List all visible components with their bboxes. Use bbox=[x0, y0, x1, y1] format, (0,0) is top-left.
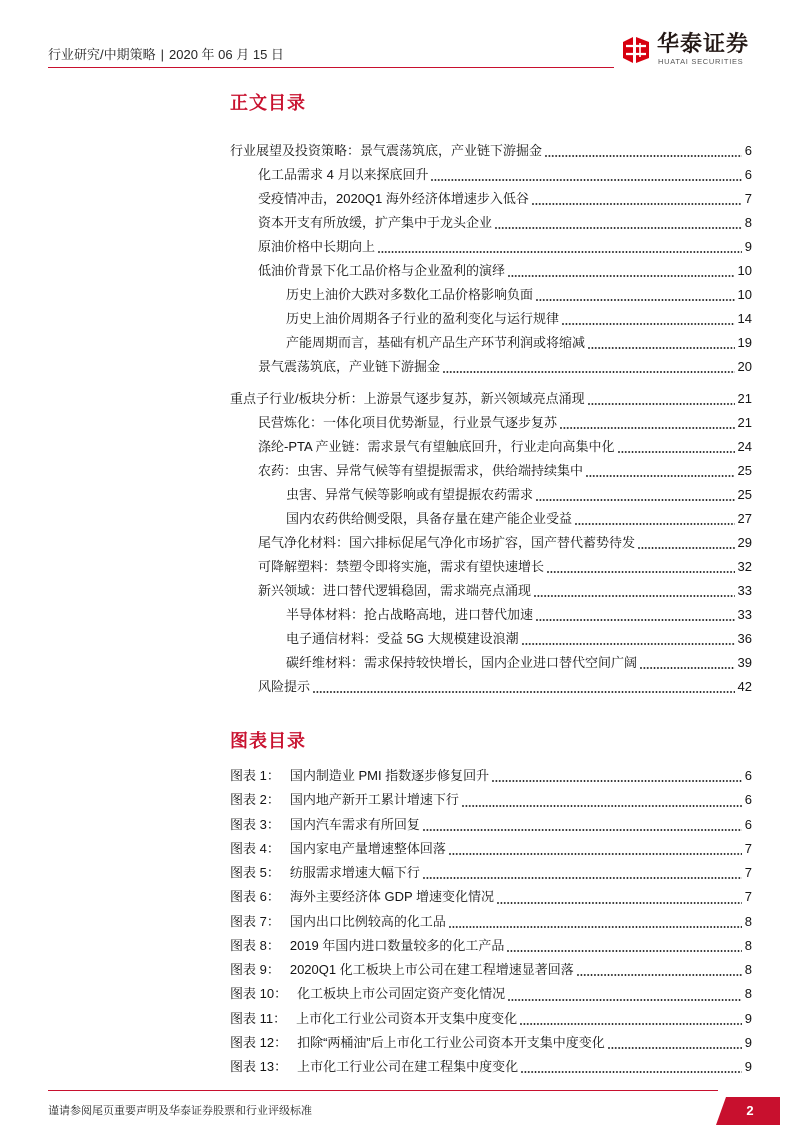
toc-entry-page: 42 bbox=[737, 679, 752, 694]
figure-entry-link[interactable] bbox=[230, 885, 752, 909]
company-logo bbox=[620, 33, 760, 69]
leader-dots bbox=[608, 1047, 742, 1049]
figure-entry-label: 图表 9： bbox=[230, 962, 280, 977]
leader-dots bbox=[520, 1023, 742, 1025]
figure-entry-page: 8 bbox=[744, 937, 752, 953]
leader-dots bbox=[492, 780, 742, 782]
toc-entry-page: 33 bbox=[737, 583, 752, 598]
figure-entry-link[interactable] bbox=[230, 813, 752, 837]
figure-entry-link[interactable] bbox=[230, 1031, 752, 1055]
toc-entry-title: 国内农药供给侧受限，具备存量在建产能企业受益 bbox=[286, 511, 573, 526]
toc-entry-page: 21 bbox=[737, 391, 752, 406]
figure-entry-page: 6 bbox=[744, 768, 752, 783]
toc-entry-link[interactable] bbox=[230, 483, 752, 507]
toc-entry-title: 风险提示 bbox=[258, 679, 311, 694]
toc-entry-page: 25 bbox=[737, 463, 752, 478]
figure-list-heading: 图表目录 bbox=[230, 731, 306, 751]
leader-dots bbox=[618, 451, 735, 453]
toc-heading: 正文目录 bbox=[230, 93, 306, 113]
toc-entry-title: 尾气净化材料：国六排标促尾气净化市场扩容，国产替代蓄势待发 bbox=[258, 535, 636, 550]
figure-entry-page: 8 bbox=[744, 913, 752, 929]
leader-dots bbox=[431, 179, 741, 181]
toc-entry-title: 景气震荡筑底，产业链下游掘金 bbox=[258, 359, 441, 374]
figure-entry-link[interactable] bbox=[230, 910, 752, 934]
toc-entry-page: 10 bbox=[737, 287, 752, 302]
toc-entry-link[interactable] bbox=[230, 627, 752, 651]
figure-entry-link[interactable] bbox=[230, 861, 752, 885]
figure-entry-label: 图表 3： bbox=[230, 816, 280, 832]
toc-entry-page: 19 bbox=[737, 335, 752, 350]
toc-entry-title: 低油价背景下化工品价格与企业盈利的演绎 bbox=[258, 263, 506, 278]
leader-dots bbox=[575, 523, 735, 525]
figure-entry-title: 国内地产新开工累计增速下行 bbox=[289, 792, 459, 808]
figure-list bbox=[230, 764, 752, 1079]
figure-entry-link[interactable] bbox=[230, 1055, 752, 1079]
toc-entry-link[interactable] bbox=[230, 603, 752, 627]
leader-dots bbox=[588, 347, 735, 349]
leader-dots bbox=[536, 499, 735, 501]
toc-entry-link[interactable] bbox=[230, 459, 752, 483]
toc-entry-page: 25 bbox=[737, 487, 752, 502]
toc-entry-title: 新兴领域：进口替代逻辑稳固，需求端亮点涌现 bbox=[258, 583, 532, 598]
toc-entry-title: 可降解塑料：禁塑令即将实施，需求有望快速增长 bbox=[258, 559, 545, 574]
figure-entry-label: 图表 7： bbox=[230, 913, 280, 929]
leader-dots bbox=[423, 877, 742, 879]
figure-entry-link[interactable] bbox=[230, 982, 752, 1006]
leader-dots bbox=[638, 547, 735, 549]
toc-entry-title: 历史上油价大跌对多数化工品价格影响负面 bbox=[286, 287, 534, 302]
figure-entry-title: 国内家电产量增速整体回落 bbox=[289, 840, 446, 856]
toc-entry-page: 24 bbox=[737, 439, 752, 454]
toc-entry-link[interactable] bbox=[230, 283, 752, 307]
leader-dots bbox=[536, 299, 735, 301]
figure-entry-link[interactable] bbox=[230, 934, 752, 958]
leader-dots bbox=[547, 571, 735, 573]
leader-dots bbox=[532, 203, 742, 205]
toc-entry-page: 7 bbox=[744, 191, 752, 206]
toc-entry-link[interactable] bbox=[230, 411, 752, 435]
figure-entry-label: 图表 4： bbox=[230, 840, 280, 856]
figure-entry-label: 图表 2： bbox=[230, 792, 280, 808]
leader-dots bbox=[534, 595, 735, 597]
leader-dots bbox=[462, 805, 742, 807]
figure-entry-link[interactable] bbox=[230, 764, 752, 788]
toc-entry-link[interactable] bbox=[230, 387, 752, 411]
toc-entry-page: 32 bbox=[737, 559, 752, 574]
figure-entry-title: 化工板块上市公司固定资产变化情况 bbox=[297, 986, 506, 1002]
toc-entry-link[interactable] bbox=[230, 675, 752, 699]
toc-entry-page: 6 bbox=[744, 143, 752, 158]
leader-dots bbox=[508, 275, 735, 277]
figure-entry-title: 国内制造业 PMI 指数逐步修复回升 bbox=[289, 768, 490, 783]
toc-entry-page: 29 bbox=[737, 535, 752, 550]
figure-entry-title: 2020Q1 化工板块上市公司在建工程增速显著回落 bbox=[289, 962, 574, 977]
toc-entry-title: 受疫情冲击，2020Q1 海外经济体增速步入低谷 bbox=[258, 191, 529, 206]
leader-dots bbox=[443, 371, 735, 373]
figure-entry-title: 扣除“两桶油”后上市化工行业公司资本开支集中度变化 bbox=[297, 1034, 605, 1050]
toc-entry-link[interactable] bbox=[230, 235, 752, 259]
toc-entry-title: 虫害、异常气候等影响或有望提振农药需求 bbox=[286, 487, 534, 502]
report-category: 行业研究/中期策略 bbox=[48, 47, 156, 62]
figure-entry-title: 国内出口比例较高的化工品 bbox=[289, 913, 446, 929]
toc-entry-link[interactable] bbox=[230, 435, 752, 459]
leader-dots bbox=[495, 227, 742, 229]
figure-entry-page: 8 bbox=[744, 986, 752, 1002]
leader-dots bbox=[423, 829, 742, 831]
figure-entry-title: 2019 年国内进口数量较多的化工产品 bbox=[289, 937, 505, 953]
header-divider bbox=[48, 67, 614, 68]
toc-entry-page: 9 bbox=[744, 239, 752, 254]
toc-entry-page: 10 bbox=[737, 263, 752, 278]
page-number-badge bbox=[716, 1097, 780, 1125]
figure-entry-title: 海外主要经济体 GDP 增速变化情况 bbox=[289, 889, 495, 905]
toc-entry-link[interactable] bbox=[230, 139, 752, 163]
leader-dots bbox=[313, 691, 735, 693]
figure-entry-page: 9 bbox=[744, 1034, 752, 1050]
toc-entry-page: 21 bbox=[737, 415, 752, 430]
leader-dots bbox=[586, 475, 735, 477]
figure-entry-label: 图表 1： bbox=[230, 768, 280, 783]
figure-entry-label: 图表 8： bbox=[230, 937, 280, 953]
figure-entry-title: 上市化工行业公司在建工程集中度变化 bbox=[297, 1059, 519, 1074]
leader-dots bbox=[449, 853, 742, 855]
toc-entry-title: 电子通信材料：受益 5G 大规模建设浪潮 bbox=[286, 631, 519, 646]
toc-entry-title: 民营炼化：一体化项目优势渐显，行业景气逐步复苏 bbox=[258, 415, 558, 430]
toc-entry-title: 半导体材料：抢占战略高地，进口替代加速 bbox=[286, 607, 534, 622]
figure-entry-label: 图表 5： bbox=[230, 865, 280, 880]
toc-entry-link[interactable] bbox=[230, 579, 752, 603]
toc-entry-title: 行业展望及投资策略：景气震荡筑底，产业链下游掘金 bbox=[230, 143, 543, 158]
figure-entry-page: 9 bbox=[744, 1059, 752, 1074]
leader-dots bbox=[497, 902, 742, 904]
figure-entry-page: 6 bbox=[744, 792, 752, 808]
figure-entry-link[interactable] bbox=[230, 788, 752, 812]
leader-dots bbox=[521, 1071, 742, 1073]
toc-entry-link[interactable] bbox=[230, 163, 752, 187]
toc-entry-page: 6 bbox=[744, 167, 752, 182]
toc-entry-link[interactable] bbox=[230, 651, 752, 675]
leader-dots bbox=[508, 999, 742, 1001]
toc-entry-link[interactable] bbox=[230, 507, 752, 531]
figure-entry-page: 7 bbox=[744, 865, 752, 880]
toc-entry-link[interactable] bbox=[230, 259, 752, 283]
toc-list bbox=[230, 139, 752, 699]
figure-entry-link[interactable] bbox=[230, 1007, 752, 1031]
logo-name-cn: 华泰证券 bbox=[657, 31, 750, 56]
toc-entry-page: 20 bbox=[737, 359, 752, 374]
toc-entry-page: 8 bbox=[744, 215, 752, 230]
figure-entry-link[interactable] bbox=[230, 958, 752, 982]
page-number: 2 bbox=[746, 1103, 754, 1118]
figure-entry-title: 上市化工行业公司资本开支集中度变化 bbox=[296, 1010, 518, 1026]
figure-entry-page: 7 bbox=[744, 889, 752, 905]
toc-entry-link[interactable] bbox=[230, 531, 752, 555]
figure-entry-label: 图表 13： bbox=[230, 1059, 288, 1074]
toc-entry-title: 原油价格中长期向上 bbox=[258, 239, 376, 254]
toc-entry-title: 历史上油价周期各子行业的盈利变化与运行规律 bbox=[286, 311, 560, 326]
leader-dots bbox=[562, 323, 735, 325]
leader-dots bbox=[536, 619, 735, 621]
toc-entry-title: 农药：虫害、异常气候等有望提振需求，供给端持续集中 bbox=[258, 463, 584, 478]
toc-entry-link[interactable] bbox=[230, 187, 752, 211]
toc-entry-title: 产能周期而言，基础有机产品生产环节利润或将缩减 bbox=[286, 335, 586, 350]
toc-entry-title: 资本开支有所放缓，扩产集中于龙头企业 bbox=[258, 215, 493, 230]
leader-dots bbox=[545, 155, 742, 157]
leader-dots bbox=[522, 643, 735, 645]
leader-dots bbox=[449, 926, 742, 928]
figure-entry-page: 7 bbox=[744, 840, 752, 856]
toc-entry-link[interactable] bbox=[230, 331, 752, 355]
leader-dots bbox=[560, 427, 735, 429]
figure-entry-page: 6 bbox=[744, 816, 752, 832]
report-header bbox=[48, 46, 284, 64]
leader-dots bbox=[577, 974, 742, 976]
footer-divider bbox=[48, 1090, 718, 1091]
header-separator: | bbox=[160, 47, 165, 62]
toc-entry-link[interactable] bbox=[230, 211, 752, 235]
figure-entry-page: 9 bbox=[744, 1010, 752, 1026]
leader-dots bbox=[640, 667, 735, 669]
toc-entry-title: 碳纤维材料：需求保持较快增长，国内企业进口替代空间广阔 bbox=[286, 655, 638, 670]
report-date: 2020 年 06 月 15 日 bbox=[169, 47, 284, 62]
figure-entry-label: 图表 12： bbox=[230, 1034, 288, 1050]
toc-entry-page: 14 bbox=[737, 311, 752, 326]
leader-dots bbox=[378, 251, 742, 253]
figure-entry-title: 国内汽车需求有所回复 bbox=[289, 816, 420, 832]
figure-entry-title: 纺服需求增速大幅下行 bbox=[289, 865, 420, 880]
figure-entry-link[interactable] bbox=[230, 837, 752, 861]
toc-entry-title: 涤纶-PTA 产业链：需求景气有望触底回升，行业走向高集中化 bbox=[258, 439, 615, 454]
toc-entry-link[interactable] bbox=[230, 555, 752, 579]
figure-entry-page: 8 bbox=[744, 962, 752, 977]
figure-entry-label: 图表 6： bbox=[230, 889, 280, 905]
toc-entry-page: 33 bbox=[737, 607, 752, 622]
toc-entry-title: 重点子行业/板块分析：上游景气逐步复苏，新兴领域亮点涌现 bbox=[230, 391, 585, 406]
toc-entry-page: 39 bbox=[737, 655, 752, 670]
toc-entry-link[interactable] bbox=[230, 355, 752, 379]
toc-entry-page: 36 bbox=[737, 631, 752, 646]
huatai-logo-icon bbox=[620, 34, 652, 66]
toc-entry-link[interactable] bbox=[230, 307, 752, 331]
toc-entry-page: 27 bbox=[737, 511, 752, 526]
figure-entry-label: 图表 11： bbox=[230, 1010, 287, 1026]
footer-disclaimer: 谨请参阅尾页重要声明及华泰证券股票和行业评级标准 bbox=[48, 1105, 312, 1117]
logo-name-en: HUATAI SECURITIES bbox=[658, 57, 744, 66]
leader-dots bbox=[507, 950, 741, 952]
figure-entry-label: 图表 10： bbox=[230, 986, 288, 1002]
toc-entry-title: 化工品需求 4 月以来探底回升 bbox=[258, 167, 429, 182]
leader-dots bbox=[588, 403, 735, 405]
